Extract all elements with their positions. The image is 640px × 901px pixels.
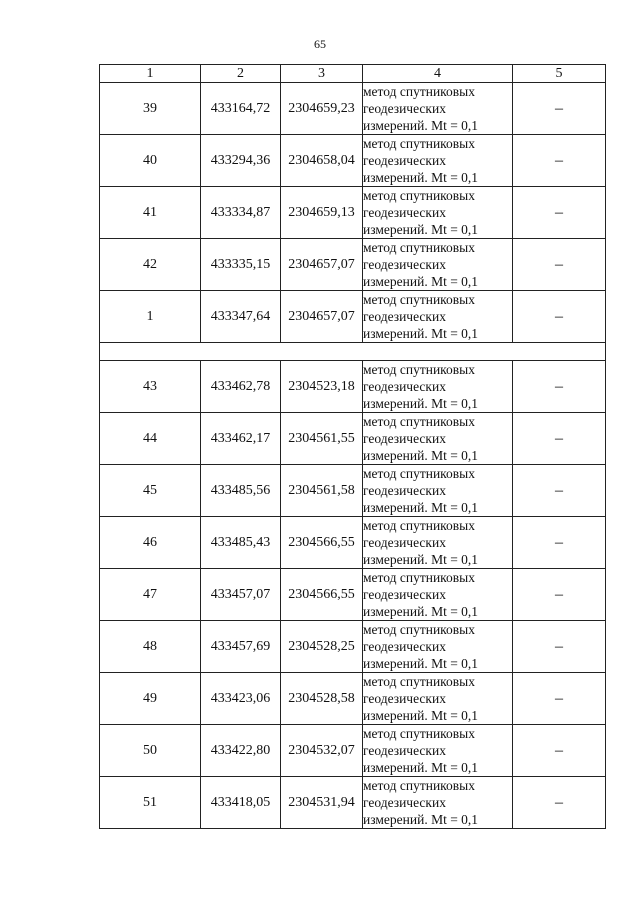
method-text-line: измерений. Mt = 0,1	[363, 448, 479, 463]
method-text-line: метод спутниковых	[363, 136, 475, 151]
x-coordinate-cell: 433347,64	[201, 291, 281, 343]
table-row	[100, 83, 606, 135]
method-cell	[363, 777, 513, 829]
point-number-cell: 48	[100, 621, 201, 673]
point-number-cell: 39	[100, 83, 201, 135]
accuracy-dash-cell: –	[513, 569, 606, 621]
method-cell	[363, 361, 513, 413]
method-text-line: метод спутниковых	[363, 188, 475, 203]
method-cell	[363, 621, 513, 673]
method-cell	[363, 83, 513, 135]
method-text-line: метод спутниковых	[363, 240, 475, 255]
table-row	[100, 413, 606, 465]
x-coordinate-cell: 433294,36	[201, 135, 281, 187]
method-cell	[363, 465, 513, 517]
table-row	[100, 725, 606, 777]
method-text-line: геодезических	[363, 639, 446, 654]
method-text-line: метод спутниковых	[363, 292, 475, 307]
table-row	[100, 135, 606, 187]
accuracy-dash-cell: –	[513, 517, 606, 569]
column-header: 1	[100, 65, 201, 83]
method-text-line: геодезических	[363, 587, 446, 602]
page-number: 65	[314, 37, 326, 51]
separator-cell	[100, 343, 606, 361]
method-text-line: метод спутниковых	[363, 518, 475, 533]
column-header: 4	[363, 65, 513, 83]
method-text-line: геодезических	[363, 431, 446, 446]
method-text-line: геодезических	[363, 379, 446, 394]
x-coordinate-cell: 433422,80	[201, 725, 281, 777]
method-text-line: измерений. Mt = 0,1	[363, 500, 479, 515]
x-coordinate-cell: 433457,69	[201, 621, 281, 673]
accuracy-dash-cell: –	[513, 361, 606, 413]
x-coordinate-cell: 433485,56	[201, 465, 281, 517]
point-number-cell: 46	[100, 517, 201, 569]
point-number-cell: 51	[100, 777, 201, 829]
method-cell	[363, 517, 513, 569]
x-coordinate-cell: 433418,05	[201, 777, 281, 829]
accuracy-dash-cell: –	[513, 83, 606, 135]
y-coordinate-cell: 2304657,07	[281, 239, 363, 291]
method-text-line: метод спутниковых	[363, 778, 475, 793]
method-text-line: геодезических	[363, 743, 446, 758]
method-text-line: геодезических	[363, 309, 446, 324]
table-row	[100, 621, 606, 673]
method-text-line: метод спутниковых	[363, 414, 475, 429]
method-text-line: измерений. Mt = 0,1	[363, 760, 479, 775]
method-text-line: измерений. Mt = 0,1	[363, 656, 479, 671]
y-coordinate-cell: 2304659,13	[281, 187, 363, 239]
method-text-line: геодезических	[363, 257, 446, 272]
y-coordinate-cell: 2304528,25	[281, 621, 363, 673]
point-number-cell: 45	[100, 465, 201, 517]
point-number-cell: 43	[100, 361, 201, 413]
accuracy-dash-cell: –	[513, 239, 606, 291]
x-coordinate-cell: 433462,78	[201, 361, 281, 413]
accuracy-dash-cell: –	[513, 291, 606, 343]
y-coordinate-cell: 2304657,07	[281, 291, 363, 343]
table-row	[100, 361, 606, 413]
y-coordinate-cell: 2304528,58	[281, 673, 363, 725]
point-number-cell: 41	[100, 187, 201, 239]
column-header: 2	[201, 65, 281, 83]
accuracy-dash-cell: –	[513, 187, 606, 239]
accuracy-dash-cell: –	[513, 725, 606, 777]
point-number-cell: 40	[100, 135, 201, 187]
accuracy-dash-cell: –	[513, 135, 606, 187]
table-row	[100, 239, 606, 291]
method-text-line: измерений. Mt = 0,1	[363, 604, 479, 619]
method-text-line: метод спутниковых	[363, 362, 475, 377]
method-text-line: измерений. Mt = 0,1	[363, 812, 479, 827]
table-row	[100, 291, 606, 343]
point-number-cell: 49	[100, 673, 201, 725]
method-text-line: метод спутниковых	[363, 84, 475, 99]
method-text-line: измерений. Mt = 0,1	[363, 274, 479, 289]
y-coordinate-cell: 2304561,58	[281, 465, 363, 517]
method-cell	[363, 239, 513, 291]
method-text-line: геодезических	[363, 691, 446, 706]
table-row	[100, 517, 606, 569]
x-coordinate-cell: 433423,06	[201, 673, 281, 725]
table-row	[100, 465, 606, 517]
header-row	[100, 65, 606, 83]
point-number-cell: 42	[100, 239, 201, 291]
method-text-line: измерений. Mt = 0,1	[363, 396, 479, 411]
y-coordinate-cell: 2304532,07	[281, 725, 363, 777]
y-coordinate-cell: 2304659,23	[281, 83, 363, 135]
x-coordinate-cell: 433334,87	[201, 187, 281, 239]
y-coordinate-cell: 2304531,94	[281, 777, 363, 829]
x-coordinate-cell: 433485,43	[201, 517, 281, 569]
method-text-line: измерений. Mt = 0,1	[363, 222, 479, 237]
x-coordinate-cell: 433462,17	[201, 413, 281, 465]
method-text-line: измерений. Mt = 0,1	[363, 118, 479, 133]
y-coordinate-cell: 2304566,55	[281, 569, 363, 621]
method-text-line: метод спутниковых	[363, 674, 475, 689]
method-text-line: геодезических	[363, 795, 446, 810]
method-text-line: геодезических	[363, 101, 446, 116]
method-text-line: измерений. Mt = 0,1	[363, 552, 479, 567]
x-coordinate-cell: 433457,07	[201, 569, 281, 621]
table-row	[100, 673, 606, 725]
accuracy-dash-cell: –	[513, 465, 606, 517]
method-cell	[363, 673, 513, 725]
group-separator-row	[100, 343, 606, 361]
method-cell	[363, 569, 513, 621]
method-text-line: геодезических	[363, 153, 446, 168]
method-text-line: геодезических	[363, 205, 446, 220]
method-cell	[363, 413, 513, 465]
table-row	[100, 777, 606, 829]
accuracy-dash-cell: –	[513, 621, 606, 673]
y-coordinate-cell: 2304566,55	[281, 517, 363, 569]
point-number-cell: 44	[100, 413, 201, 465]
accuracy-dash-cell: –	[513, 777, 606, 829]
accuracy-dash-cell: –	[513, 673, 606, 725]
method-text-line: измерений. Mt = 0,1	[363, 170, 479, 185]
y-coordinate-cell: 2304523,18	[281, 361, 363, 413]
x-coordinate-cell: 433164,72	[201, 83, 281, 135]
table-row	[100, 187, 606, 239]
method-cell	[363, 291, 513, 343]
y-coordinate-cell: 2304561,55	[281, 413, 363, 465]
method-text-line: метод спутниковых	[363, 726, 475, 741]
method-text-line: геодезических	[363, 483, 446, 498]
column-header: 3	[281, 65, 363, 83]
x-coordinate-cell: 433335,15	[201, 239, 281, 291]
method-text-line: измерений. Mt = 0,1	[363, 326, 479, 341]
column-header: 5	[513, 65, 606, 83]
method-text-line: метод спутниковых	[363, 622, 475, 637]
coordinates-table	[99, 64, 606, 829]
y-coordinate-cell: 2304658,04	[281, 135, 363, 187]
method-text-line: геодезических	[363, 535, 446, 550]
method-text-line: метод спутниковых	[363, 466, 475, 481]
method-cell	[363, 135, 513, 187]
method-text-line: измерений. Mt = 0,1	[363, 708, 479, 723]
point-number-cell: 50	[100, 725, 201, 777]
table-body	[100, 83, 606, 829]
method-cell	[363, 187, 513, 239]
point-number-cell: 47	[100, 569, 201, 621]
method-cell	[363, 725, 513, 777]
method-text-line: метод спутниковых	[363, 570, 475, 585]
point-number-cell: 1	[100, 291, 201, 343]
accuracy-dash-cell: –	[513, 413, 606, 465]
table-row	[100, 569, 606, 621]
